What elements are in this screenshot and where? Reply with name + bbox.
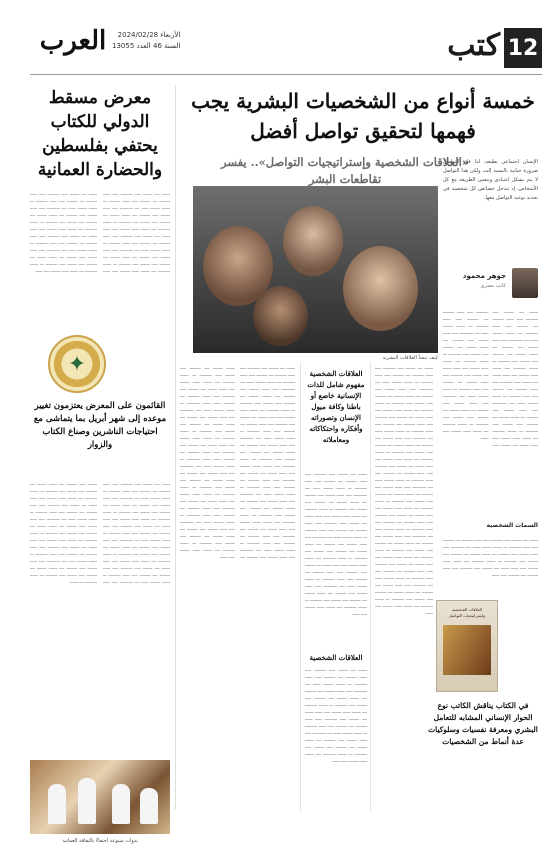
- book-cover-title: العلاقات الشخصية وإستراتيجيات التواصل: [448, 607, 486, 618]
- article-intro: الإنسان اجتماعي بطبعه، لذا فإن التواصل ضرورة حياتية بالنسبة إليه، ولكن هذا التواصل لا يتم بشكل اعتيادي وبنفس الطريقة مع كل الأشخاص، إذ تتدخل خصائص كل شخصية في تحديد نوعية التواصل معها.: [443, 159, 538, 201]
- article-body-right: ـــــــ ــــ ــــــــ ـــــ ــــــــــ ـــــ ــــــ ـــــــــ ــــ ـــــــــ ـــــ ــــــ ــــــــــ ـــ ـــــــ ــــــــ ــــــ ــــ ـــــــــــ ـــــ ــــــ ــــــــ ـــــ ـــــــــ ــــ ـــــــ ــــــــ ــــ ـــــــــ ـــــ ــــــــ ـــــ ــــــــــ ـــ ـــــــ ــــــــــ ــــ ـــــــ ــــــ ــــــــ ـــــ ــــــ ـــــــ ــــ ــــــــ ـــــ ــــــــــ ـــــ ــــــ ـــــــــ ــــ ـــــــــ ـــــ ــــــ ــــــــــ ـــ ـــــــ ــــــــ ــــــ ــــ ـــــــــــ ـــــ ــــــ ــــــــ ـــــ ـــــــــ ــــ ـــــــ ــــــــ ــــ ـــــــــ ـــــ ــــــــ ـــــ ــــــــــ ـــ ـــــــ ــــــــــ ــــ ـــــــ ــــــ ــــــــ ـــــ ــــــ ـــــــ ــــ ــــــــ ـــــ ــــــــــ ـــــ ــــــ ـــــــــ ــــ ـــــــــ ـــــ ــــــ ــــــــــ ـــ ـــــــ ــــــــ ــــــ ــــ ـــــــــــ ـــــ ــــــ ــــــــ ـــــ ـــــــــ ــــ ـــــــ ــــــــ ــــ ـــــــــ ـــــ ــــــــ ـــــ ــــــــــ ـــ ـــــــ ــــــــــ ــــ ـــــــ ــــــ ــــــــ ـــــ ــــــ ـــــــ ــــ ــــــــ ـــــ ــــــــــ ـــــ ــــــ ـــــــــ ــــ ـــــــــ ـــــ ــــــ ــــــــــ ـــ ـــــــ ــــــــ ــــــ ــــ ـــــــــــ ـــــ ــــــ ــــــــ ـــــ ـــــــــ ــــ ـــــــ ــــــــ ــــ ـــــــــ ـــــ ــــــــ ـــــ ــــــــــ ـــ ـــــــ ــــــــــ ــــ ـــــــ ــــــ ــــــــ ـــــ ــــــ: [443, 309, 538, 447]
- author-byline: [443, 268, 538, 300]
- page-header: [0, 0, 550, 84]
- figure-shape: [48, 784, 66, 824]
- column-divider: [175, 85, 176, 810]
- sidebar-subtitle: القائمون على المعرض يعتزمون تغيير موعده إلى شهر أبريل بما يتماشى مع احتياجات الناشرين وصناع الكتاب والزوار: [33, 401, 167, 450]
- main-article-photo: [193, 186, 438, 353]
- photo-face: [253, 286, 308, 346]
- article-body-col-3: ـــــــ ــــ ــــــــ ـــــ ــــــــــ ـــــ ــــــ ـــــــــ ــــ ـــــــــ ـــــ ــــــ ــــــــــ ـــ ـــــــ ــــــــ ــــــ ــــ ـــــــــــ ـــــ ــــــ ــــــــ ـــــ ـــــــــ ــــ ـــــــ ــــــــ ــــ ـــــــــ ـــــ ــــــــ ـــــ ــــــــــ ـــ ـــــــ ــــــــــ ــــ ـــــــ ــــــ ــــــــ ـــــ ــــــ ـــــــ ــــ ــــــــ ـــــ ــــــــــ ـــــ ــــــ ـــــــــ ــــ ـــــــــ ـــــ ــــــ ــــــــــ ـــ ـــــــ ــــــــ ــــــ ــــ ـــــــــــ ـــــ ــــــ ــــــــ ـــــ ـــــــــ ــــ ـــــــ ــــــــ ــــ ـــــــــ ـــــ ــــــــ ـــــ ــــــــــ ـــ ـــــــ ــــــــــ ــــ ـــــــ ــــــ ــــــــ ـــــ ــــــ: [305, 667, 367, 763]
- photo-face: [343, 246, 418, 331]
- book-caption: في الكتاب يناقش الكاتب نوع الحوار الإنساني المشابه للتعامل البشري ومعرفة نفسيات وسلوكيات عدة أنماط من الشخصيات: [428, 701, 538, 746]
- main-subheadline: «العلاقات الشخصية وإستراتيجيات التواصل».. يفسر تقاطعات البشر: [220, 155, 469, 186]
- article-body-col-1: ـــــــ ــــ ــــــــ ـــــ ــــــــــ ـــــ ــــــ ـــــــــ ــــ ـــــــــ ـــــ ــــــ ــــــــــ ـــ ـــــــ ــــــــ ــــــ ــــ ـــــــــــ ـــــ ــــــ ــــــــ ـــــ ـــــــــ ــــ ـــــــ ــــــــ ــــ ـــــــــ ـــــ ــــــــ ـــــ ــــــــــ ـــ ـــــــ ــــــــــ ــــ ـــــــ ــــــ ــــــــ ـــــ ــــــ ـــــــ ــــ ــــــــ ـــــ ــــــــــ ـــــ ــــــ ـــــــــ ــــ ـــــــــ ـــــ ــــــ ــــــــــ ـــ ـــــــ ــــــــ ــــــ ــــ ـــــــــــ ـــــ ــــــ ــــــــ ـــــ ـــــــــ ــــ ـــــــ ــــــــ ــــ ـــــــــ ـــــ ــــــــ ـــــ ــــــــــ ـــ ـــــــ ــــــــــ ــــ ـــــــ ــــــ ــــــــ ـــــ ــــــ ـــــــ ــــ ــــــــ ـــــ ــــــــــ ـــــ ــــــ ـــــــــ ــــ ـــــــــ ـــــ ــــــ ــــــــــ ـــ ـــــــ ــــــــ ــــــ ــــ ـــــــــــ ـــــ ــــــ ــــــــ ـــــ ـــــــــ ــــ ـــــــ ــــــــ ــــ ـــــــــ ـــــ ــــــــ ـــــ ــــــــــ ـــ ـــــــ ــــــــــ ــــ ـــــــ ــــــ ــــــــ ـــــ ــــــ ـــــــ ــــ ــــــــ ـــــ ــــــــــ ـــــ ــــــ ـــــــــ ــــ ـــــــــ ـــــ ــــــ ــــــــــ ـــ ـــــــ ــــــــ ــــــ ــــ ـــــــــــ ـــــ ــــــ ــــــــ ـــــ ـــــــــ ــــ ـــــــ ــــــــ ــــ ـــــــــ ـــــ ــــــــ ـــــ ــــــــــ ـــ ـــــــ ــــــــــ ــــ ـــــــ ــــــ ــــــــ ـــــ ــــــ ـــــــ ــــ ــــــــ ـــــ ــــــــــ ـــــ ــــــ ـــــــــ ــــ ـــــــــ ـــــ ــــــ ــــــــــ ـــ ـــــــ ــــــــ ــــــ ــــ ـــــــــــ ـــــ ــــــ ــــــــ ـــــ ـــــــــ ــــ ـــــــ ــــــــ ــــ ـــــــــ ـــــ ــــــــ ـــــ ــــــــــ ـــ ـــــــ ــــــــــ ــــ ـــــــ ــــــ ــــــــ ـــــ ــــــ ـــــــ ــــ ــــــــ ـــــ ــــــــــ ـــــ ــــــ ـــــــــ ــــ ـــــــــ ـــــ ــــــ ــــــــــ ـــ ـــــــ ــــــــ ــــــ ــــ ـــــــــــ ـــــ ــــــ ــــــــ ـــــ ـــــــــ ــــ ـــــــ ــــــــ ــــ ـــــــــ ـــــ ــــــــ ـــــ ــــــــــ ـــ ـــــــ ــــــــــ ــــ ـــــــ ــــــ ــــــــ ـــــ ــــــ ـــــــ ــــ ــــــــ ـــــ ــــــــــ ـــــ ــــــ ـــــــــ ــــ ـــــــــ ـــــ ــــــ ــــــــــ ـــ ـــــــ ــــــــ ــــــ ــــ ـــــــــــ ـــــ ــــــ ــــــــ ـــــ ـــــــــ ــــ ـــــــ ــــــــ ــــ ـــــــــ ـــــ ــــــــ ـــــ ــــــــــ ـــ ـــــــ ــــــــــ ــــ ـــــــ ــــــ ــــــــ ـــــ ــــــ: [180, 365, 295, 559]
- header-divider: [30, 74, 542, 75]
- sidebar-photo: [30, 760, 170, 834]
- book-cover-art: [443, 625, 491, 675]
- book-cover: [436, 600, 498, 692]
- newspaper-masthead: العرب: [39, 26, 107, 56]
- figure-shape: [140, 788, 158, 824]
- figure-shape: [112, 784, 130, 824]
- sidebar-photo-caption: ندوات متنوعة احتفاءً بالثقافة العمانية: [62, 838, 138, 844]
- issue-date: الأربعاء 2024/02/28: [117, 31, 181, 39]
- issue-info: [112, 30, 180, 52]
- article-body-col-2: ـــــــ ــــ ــــــــ ـــــ ــــــــــ ـــــ ــــــ ـــــــــ ــــ ـــــــــ ـــــ ــــــ ــــــــــ ـــ ـــــــ ــــــــ ــــــ ــــ ـــــــــــ ـــــ ــــــ ــــــــ ـــــ ـــــــــ ــــ ـــــــ ــــــــ ــــ ـــــــــ ـــــ ــــــــ ـــــ ــــــــــ ـــ ـــــــ ــــــــــ ــــ ـــــــ ــــــ ــــــــ ـــــ ــــــ ـــــــ ــــ ــــــــ ـــــ ــــــــــ ـــــ ــــــ ـــــــــ ــــ ـــــــــ ـــــ ــــــ ــــــــــ ـــ ـــــــ ــــــــ ــــــ ــــ ـــــــــــ ـــــ ــــــ ــــــــ ـــــ ـــــــــ ــــ ـــــــ ــــــــ ــــ ـــــــــ ـــــ ــــــــ ـــــ ــــــــــ ـــ ـــــــ ــــــــــ ــــ ـــــــ ــــــ ــــــــ ـــــ ــــــ ـــــــ ــــ ــــــــ ـــــ ــــــــــ ـــــ ــــــ ـــــــــ ــــ ـــــــــ ـــــ ــــــ ــــــــــ ـــ ـــــــ ــــــــ ــــــ ــــ ـــــــــــ ـــــ ــــــ ــــــــ ـــــ ـــــــــ ــــ ـــــــ ــــــــ ــــ ـــــــــ ـــــ ــــــــ ـــــ ــــــــــ ـــ ـــــــ ــــــــــ ــــ ـــــــ ــــــ ــــــــ ـــــ ــــــ: [305, 471, 367, 616]
- figure-shape: [78, 778, 96, 824]
- sidebar-title: معرض مسقط الدولي للكتاب يحتفي بفلسطين والحضارة العمانية: [37, 88, 163, 180]
- section-label: كتب: [447, 28, 500, 63]
- article-body-right-2: ـــــــ ــــ ــــــــ ـــــ ــــــــــ ـــــ ــــــ ـــــــــ ــــ ـــــــــ ـــــ ــــــ ــــــــــ ـــ ـــــــ ــــــــ ــــــ ــــ ـــــــــــ ـــــ ــــــ ــــــــ ـــــ ـــــــــ ــــ ـــــــ ــــــــ ــــ ـــــــــ ـــــ ــــــــ ـــــ ــــــــــ ـــ ـــــــ ــــــــــ ــــ ـــــــ ــــــ ــــــــ ـــــ ــــــ ـــــــ ــــ ــــــــ ـــــ ــــــــــ ـــــ ــــــ ـــــــــ ــــ ـــــــــ ـــــ ــــــ: [443, 537, 538, 577]
- author-name: جوهر محمود: [462, 272, 506, 280]
- main-photo-caption: كيف تنشأ العلاقات البشرية: [382, 355, 438, 361]
- sidebar-body-text-2: ـــــــ ــــ ــــــــ ـــــ ــــــــــ ـــــ ــــــ ـــــــــ ــــ ـــــــــ ـــــ ــــــ ــــــــــ ـــ ـــــــ ــــــــ ــــــ ــــ ـــــــــــ ـــــ ــــــ ــــــــ ـــــ ـــــــــ ــــ ـــــــ ــــــــ ــــ ـــــــــ ـــــ ــــــــ ـــــ ــــــــــ ـــ ـــــــ ــــــــــ ــــ ـــــــ ــــــ ــــــــ ـــــ ــــــ ـــــــ ــــ ــــــــ ـــــ ــــــــــ ـــــ ــــــ ـــــــــ ــــ ـــــــــ ـــــ ــــــ ــــــــــ ـــ ـــــــ ــــــــ ــــــ ــــ ـــــــــــ ـــــ ــــــ ــــــــ ـــــ ـــــــــ ــــ ـــــــ ــــــــ ــــ ـــــــــ ـــــ ــــــــ ـــــ ــــــــــ ـــ ـــــــ ــــــــــ ــــ ـــــــ ــــــ ــــــــ ـــــ ــــــ ـــــــ ــــ ــــــــ ـــــ ــــــــــ ـــــ ــــــ ـــــــــ ــــ ـــــــــ ـــــ ــــــ ــــــــــ ـــ ـــــــ ــــــــ ــــــ ــــ ـــــــــــ ـــــ ــــــ ــــــــ ـــــ ـــــــــ ــــ ـــــــ ــــــــ ــــ ـــــــــ ـــــ ــــــــ ـــــ ــــــــــ ـــ ـــــــ ــــــــــ ــــ ـــــــ ــــــ ــــــــ ـــــ ــــــ ـــــــ ــــ ــــــــ ـــــ ــــــــــ ـــــ ــــــ ـــــــــ ــــ ـــــــــ ـــــ ــــــ ــــــــــ ـــ ـــــــ ــــــــ ــــــ ــــ ـــــــــــ ـــــ ــــــ ــــــــ ـــــ ـــــــــ ــــ ـــــــ ــــــــ ــــ ـــــــــ ـــــ ــــــــ ـــــ ــــــــــ ـــ ـــــــ ــــــــــ ــــ ـــــــ ــــــ ــــــــ ـــــ ــــــ ـــــــ ــــ ــــــــ ـــــ ــــــــــ ـــــ ــــــ ـــــــــ ــــ ـــــــــ ـــــ ــــــ ــــــــــ ـــ ـــــــ ــــــــ ــــــ ــــ ـــــــــــ ـــــ ــــــ ــــــــ ـــــ ـــــــــ ــــ ـــــــ ــــــــ ــــ ـــــــــ ـــــ ــــــــ ـــــ ــــــــــ ـــ ـــــــ ــــــــــ ــــ ـــــــ: [30, 481, 170, 584]
- author-role: كاتب مصري: [480, 283, 506, 289]
- main-headline: خمسة أنواع من الشخصيات البشرية يجب فهمها لتحقيق تواصل أفضل: [191, 89, 535, 143]
- article-body-col-4: ـــــــ ــــ ــــــــ ـــــ ــــــــــ ـــــ ــــــ ـــــــــ ــــ ـــــــــ ـــــ ــــــ ــــــــــ ـــ ـــــــ ــــــــ ــــــ ــــ ـــــــــــ ـــــ ــــــ ــــــــ ـــــ ـــــــــ ــــ ـــــــ ــــــــ ــــ ـــــــــ ـــــ ــــــــ ـــــ ــــــــــ ـــ ـــــــ ــــــــــ ــــ ـــــــ ــــــ ــــــــ ـــــ ــــــ ـــــــ ــــ ــــــــ ـــــ ــــــــــ ـــــ ــــــ ـــــــــ ــــ ـــــــــ ـــــ ــــــ ــــــــــ ـــ ـــــــ ــــــــ ــــــ ــــ ـــــــــــ ـــــ ــــــ ــــــــ ـــــ ـــــــــ ــــ ـــــــ ــــــــ ــــ ـــــــــ ـــــ ــــــــ ـــــ ــــــــــ ـــ ـــــــ ــــــــــ ــــ ـــــــ ــــــ ــــــــ ـــــ ــــــ ـــــــ ــــ ــــــــ ـــــ ــــــــــ ـــــ ــــــ ـــــــــ ــــ ـــــــــ ـــــ ــــــ ــــــــــ ـــ ـــــــ ــــــــ ــــــ ــــ ـــــــــــ ـــــ ــــــ ــــــــ ـــــ ـــــــــ ــــ ـــــــ ــــــــ ــــ ـــــــــ ـــــ ــــــــ ـــــ ــــــــــ ـــ ـــــــ ــــــــــ ــــ ـــــــ ــــــ ــــــــ ـــــ ــــــ ـــــــ ــــ ــــــــ ـــــ ــــــــــ ـــــ ــــــ ـــــــــ ــــ ـــــــــ ـــــ ــــــ ــــــــــ ـــ ـــــــ ــــــــ ــــــ ــــ ـــــــــــ ـــــ ــــــ ــــــــ ـــــ ـــــــــ ــــ ـــــــ ــــــــ ــــ ـــــــــ ـــــ ــــــــ ـــــ ــــــــــ ـــ ـــــــ ــــــــــ ــــ ـــــــ ــــــ ــــــــ ـــــ ــــــ ـــــــ ــــ ــــــــ ـــــ ــــــــــ ـــــ ــــــ ـــــــــ ــــ ـــــــــ ـــــ ــــــ ــــــــــ ـــ ـــــــ ــــــــ ــــــ ــــ ـــــــــــ ـــــ ــــــ ــــــــ ـــــ ـــــــــ ــــ ـــــــ ــــــــ ــــ ـــــــــ ـــــ ــــــــ ـــــ ــــــــــ ـــ ـــــــ ــــــــــ ــــ ـــــــ ــــــ ــــــــ ـــــ ــــــ: [375, 365, 433, 615]
- pull-quote: العلاقات الشخصية مفهوم شامل للذات الإنسانية خاضع أو باطنا وكافة ميول الإنسان وتصوراته وأفكاره واحتكاكاته ومعاملاته: [307, 369, 365, 444]
- author-avatar: [512, 268, 538, 298]
- section-heading-relations: العلاقات الشخصية: [309, 653, 363, 662]
- issue-number: السنة 46 العدد 13055: [112, 42, 181, 50]
- sidebar-body-text: ـــــــ ــــ ــــــــ ـــــ ــــــــــ ـــــ ــــــ ـــــــــ ــــ ـــــــــ ـــــ ــــــ ــــــــــ ـــ ـــــــ ــــــــ ــــــ ــــ ـــــــــــ ـــــ ــــــ ــــــــ ـــــ ـــــــــ ــــ ـــــــ ــــــــ ــــ ـــــــــ ـــــ ــــــــ ـــــ ــــــــــ ـــ ـــــــ ــــــــــ ــــ ـــــــ ــــــ ــــــــ ـــــ ــــــ ـــــــ ــــ ــــــــ ـــــ ــــــــــ ـــــ ــــــ ـــــــــ ــــ ـــــــــ ـــــ ــــــ ــــــــــ ـــ ـــــــ ــــــــ ــــــ ــــ ـــــــــــ ـــــ ــــــ ــــــــ ـــــ ـــــــــ ــــ ـــــــ ــــــــ ــــ ـــــــــ ـــــ ــــــــ ـــــ ــــــــــ ـــ ـــــــ ــــــــــ ــــ ـــــــ ــــــ ــــــــ ـــــ ــــــ ـــــــ ــــ ــــــــ ـــــ ــــــــــ ـــــ ــــــ ـــــــــ ــــ ـــــــــ ـــــ ــــــ ــــــــــ ـــ ـــــــ ــــــــ ــــــ ــــ ـــــــــــ ـــــ ــــــ ــــــــ ـــــ ـــــــــ ــــ ـــــــ ــــــــ ــــ ـــــــــ ـــــ ــــــــ ـــــ ــــــــــ ـــ ـــــــ ــــــــــ ــــ ـــــــ ــــــ ــــــــ ـــــ ــــــ ـــــــ ــــ ــــــــ ـــــ ــــــــــ ـــــ ــــــ ـــــــــ ــــ ـــــــــ ـــــ ــــــ ــــــــــ ـــ ـــــــ ــــــــ ــــــ ــــ ـــــــــــ ـــــ ــــــ ــــــــ ـــــ ـــــــــ ــــ ـــــــ ــــــــ ــــ ـــــــــ ـــــ ــــــــ ـــــ ــــــــــ ـــ ـــــــ ــــــــــ ــــ ـــــــ ــــــ ــــــــ ـــــ ــــــ: [30, 191, 170, 273]
- column-divider: [300, 362, 301, 812]
- photo-face: [283, 206, 343, 276]
- section-heading-traits: السمات الشخصية: [486, 522, 538, 529]
- page-number: 12: [504, 28, 542, 68]
- sidebar-article: [30, 80, 170, 844]
- book-fair-logo-icon: ✦: [48, 335, 106, 393]
- column-divider: [370, 362, 371, 812]
